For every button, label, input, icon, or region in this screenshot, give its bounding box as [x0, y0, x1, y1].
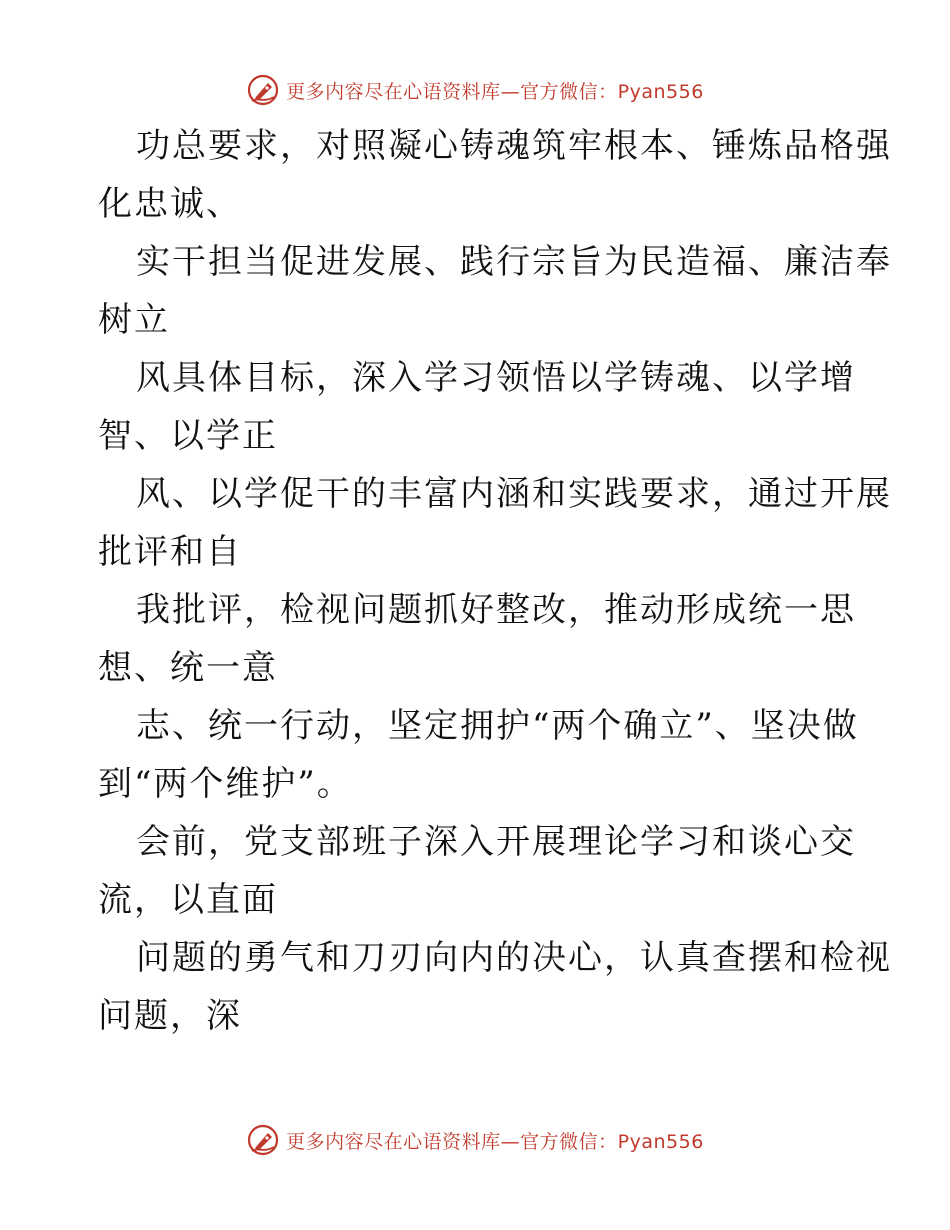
paragraph	[0, 698, 950, 814]
paragraph-line-first: 风、以学促干的丰富内涵和实践要求，通过开展	[136, 474, 892, 514]
watermark-sub: 官方微信：Pyan556	[520, 80, 704, 103]
paragraph-line-first: 问题的勇气和刀刃向内的决心，认真查摆和检视	[136, 938, 892, 978]
paragraph-line-first: 风具体目标，深入学习领悟以学铸魂、以学增	[136, 358, 856, 398]
paragraph	[0, 350, 950, 466]
paragraph-line-second: 流，以直面	[98, 880, 278, 920]
paragraph-line-second: 树立	[98, 300, 170, 340]
paragraph-line-first: 志、统一行动，坚定拥护“两个确立”、坚决做	[136, 706, 859, 746]
paragraph	[0, 466, 950, 582]
watermark-text	[286, 1127, 704, 1154]
document-body	[0, 118, 950, 1046]
paragraph	[0, 582, 950, 698]
paragraph-line-first: 实干担当促进发展、践行宗旨为民造福、廉洁奉	[136, 242, 892, 282]
paragraph-line-second: 批评和自	[98, 532, 242, 572]
watermark-sub: 官方微信：Pyan556	[520, 1130, 704, 1153]
paragraph-line-second: 化忠诚、	[98, 184, 242, 224]
paragraph-line-second: 智、以学正	[98, 416, 278, 456]
paragraph-line-second: 到“两个维护”。	[98, 764, 353, 804]
paragraph	[0, 118, 950, 234]
footer-watermark	[0, 1120, 950, 1160]
watermark-dash: —	[500, 1130, 521, 1153]
paragraph	[0, 814, 950, 930]
paragraph-line-first: 我批评，检视问题抓好整改，推动形成统一思	[136, 590, 856, 630]
pen-nib-circle-icon	[246, 1123, 280, 1157]
watermark-main: 更多内容尽在心语资料库	[286, 1130, 501, 1153]
watermark-main: 更多内容尽在心语资料库	[286, 80, 501, 103]
paragraph-line-second: 想、统一意	[98, 648, 278, 688]
paragraph-line-first: 会前，党支部班子深入开展理论学习和谈心交	[136, 822, 856, 862]
paragraph	[0, 930, 950, 1046]
watermark-text	[286, 77, 704, 104]
paragraph-line-second: 问题，深	[98, 996, 242, 1036]
paragraph	[0, 234, 950, 350]
paragraph-line-first: 功总要求，对照凝心铸魂筑牢根本、锤炼品格强	[136, 126, 892, 166]
header-watermark	[0, 70, 950, 110]
pen-nib-circle-icon	[246, 73, 280, 107]
watermark-dash: —	[500, 80, 521, 103]
